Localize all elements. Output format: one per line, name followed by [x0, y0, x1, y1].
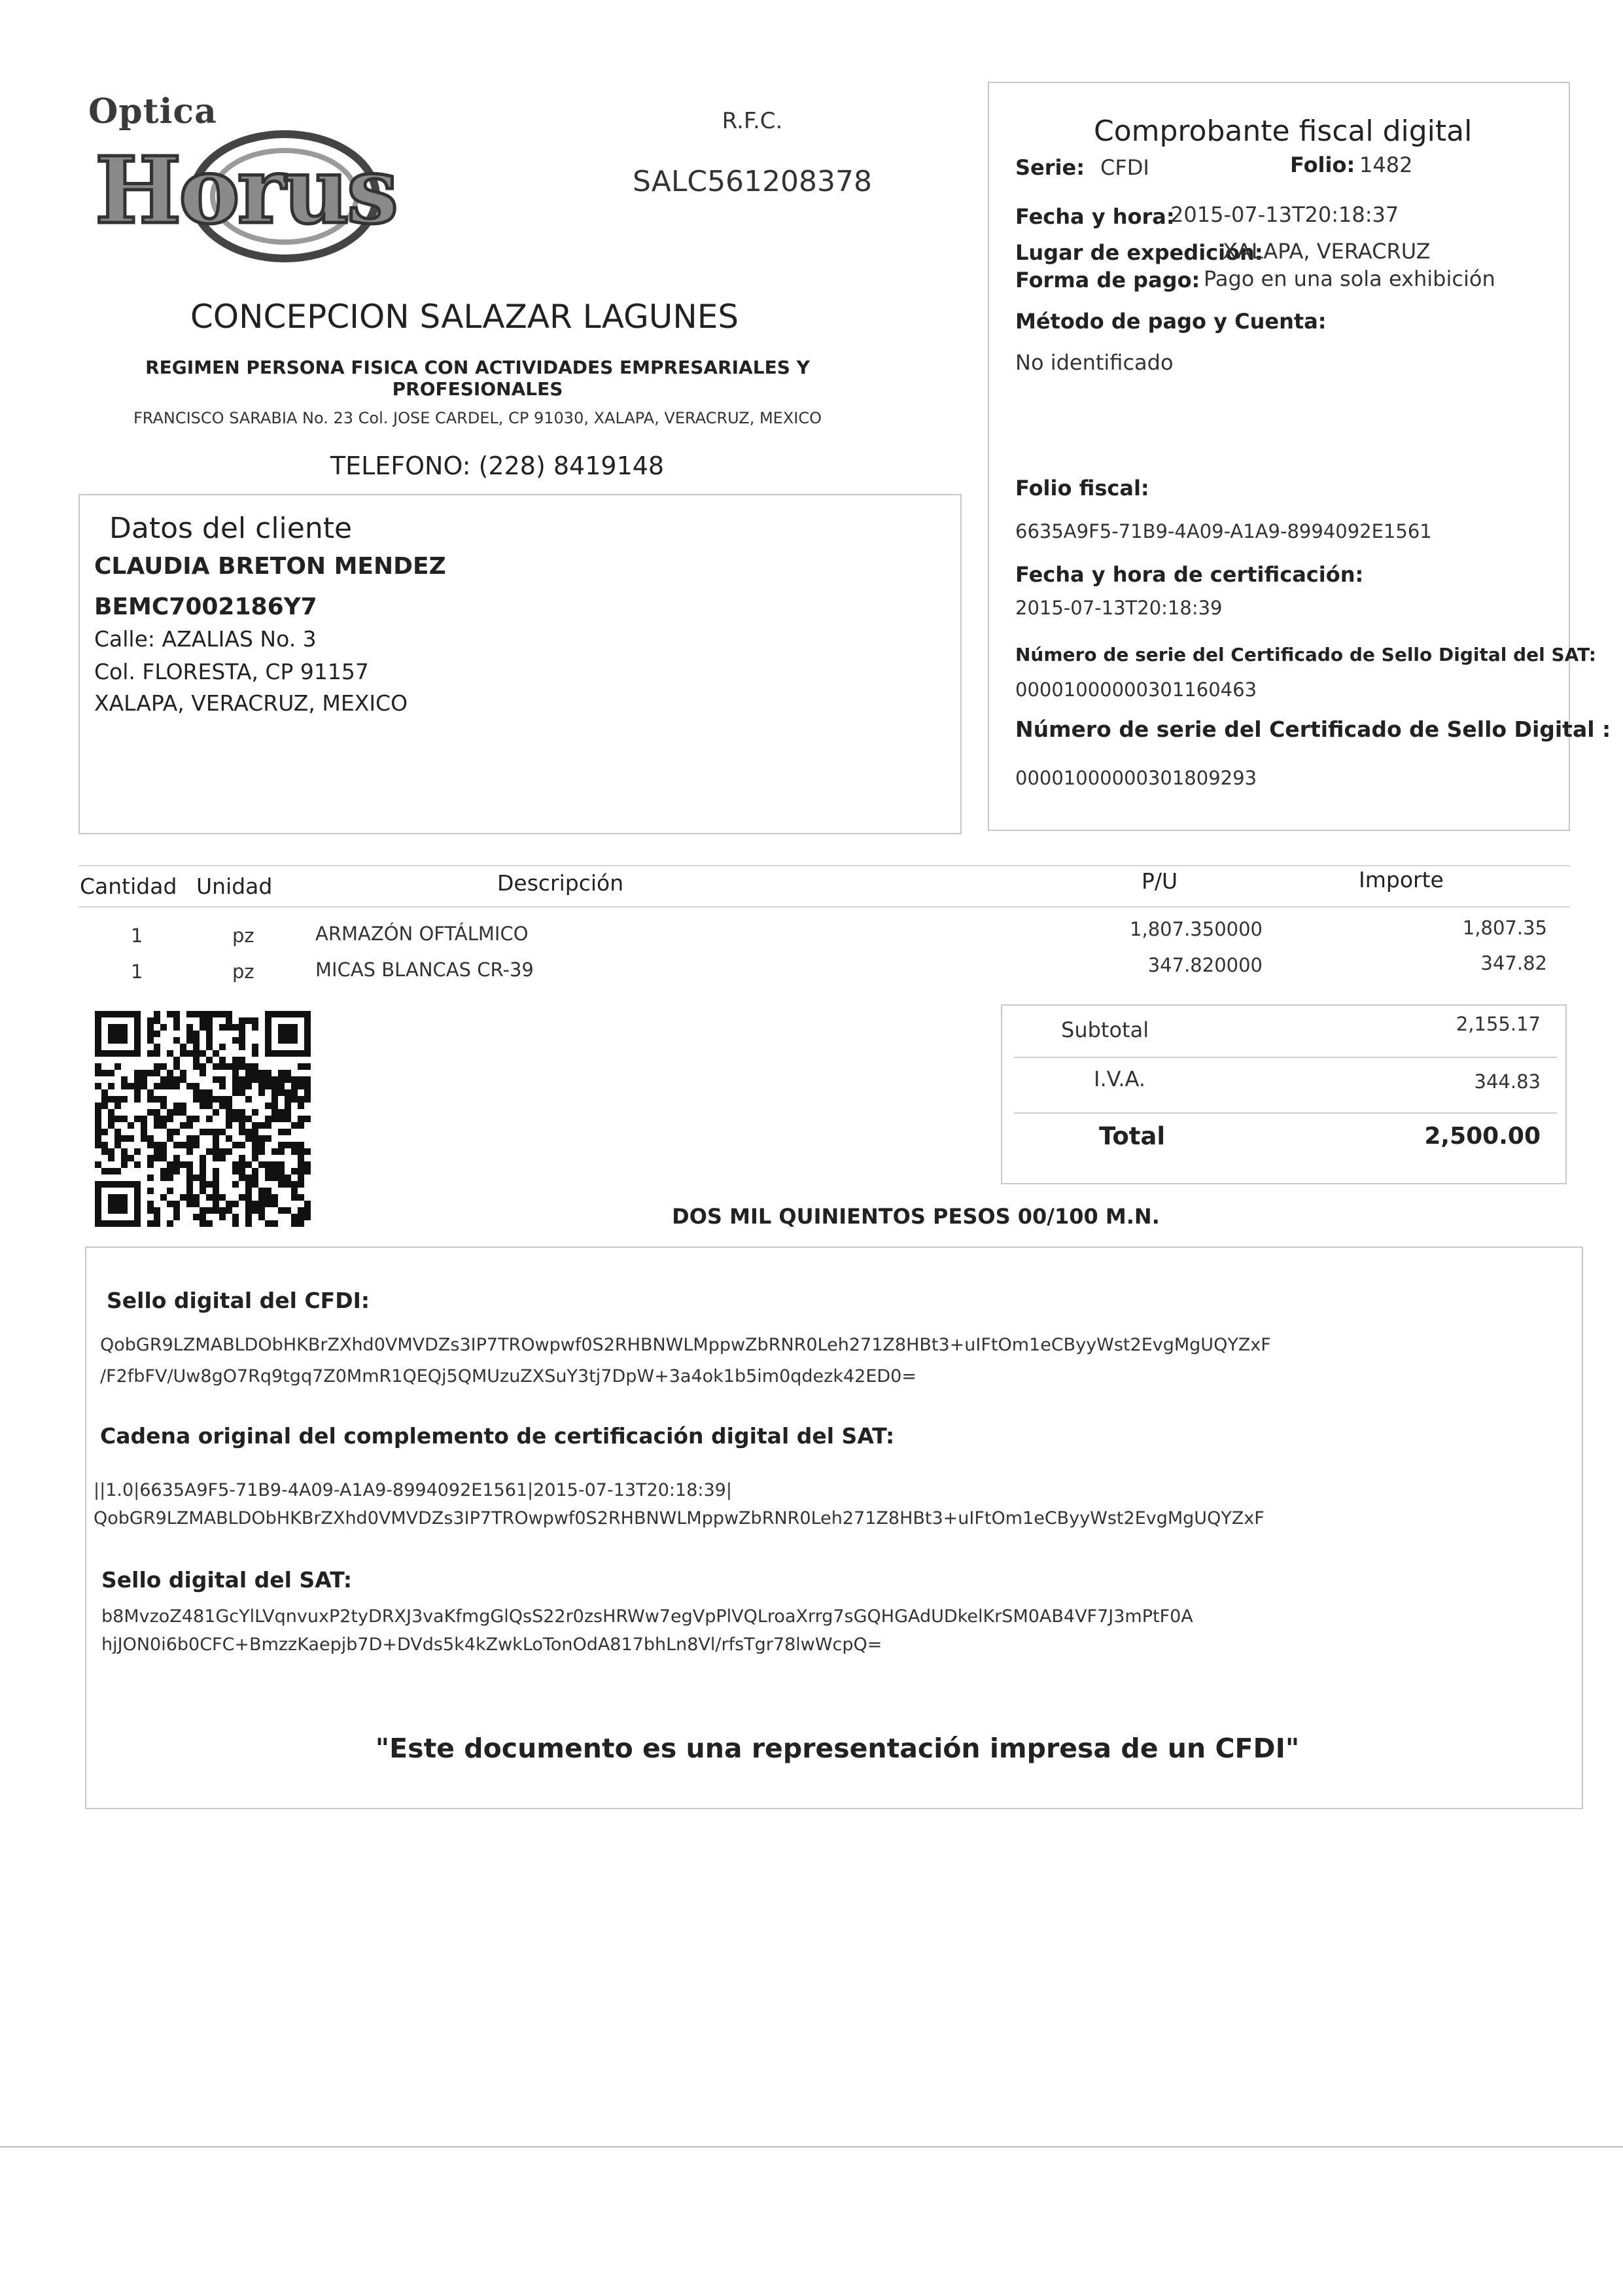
client-name: CLAUDIA BRETON MENDEZ — [94, 553, 446, 580]
total-value: 2,500.00 — [1424, 1123, 1541, 1150]
qr-code-icon — [95, 1011, 311, 1227]
client-rfc: BEMC7002186Y7 — [94, 593, 317, 620]
rfc-label: R.F.C. — [722, 108, 783, 134]
metodo-value: No identificado — [1015, 350, 1174, 375]
logo-main-word: Horus — [95, 137, 396, 245]
client-city: XALAPA, VERACRUZ, MEXICO — [94, 690, 408, 716]
row-amount: 347.82 — [1480, 952, 1547, 974]
cert-label: Número de serie del Certificado de Sello Digital : — [1015, 716, 1611, 742]
cfdi-seal-label: Sello digital del CFDI: — [107, 1288, 370, 1313]
subtotal-value: 2,155.17 — [1456, 1013, 1541, 1035]
emitter-address: FRANCISCO SARABIA No. 23 Col. JOSE CARDEL, CP 91030, XALAPA, VERACRUZ, MEXICO — [133, 409, 822, 427]
row-unit: pz — [232, 961, 254, 983]
iva-label: I.V.A. — [1094, 1067, 1146, 1091]
chain-label: Cadena original del complemento de certificación digital del SAT: — [100, 1423, 895, 1449]
logo-top-word: Optica — [88, 92, 217, 132]
row-qty: 1 — [131, 961, 143, 983]
row-amount: 1,807.35 — [1462, 917, 1547, 939]
client-colony: Col. FLORESTA, CP 91157 — [94, 659, 369, 684]
row-pu: 1,807.350000 — [1130, 918, 1263, 940]
amount-in-words: DOS MIL QUINIENTOS PESOS 00/100 M.N. — [672, 1204, 1160, 1229]
row-desc: MICAS BLANCAS CR-39 — [315, 959, 534, 981]
row-desc: ARMAZÓN OFTÁLMICO — [315, 923, 529, 945]
brand-logo — [75, 92, 442, 268]
total-label: Total — [1099, 1122, 1166, 1150]
client-box — [79, 494, 962, 834]
fiscal-info-box — [988, 82, 1611, 831]
sat-seal-line: hjJON0i6b0CFC+BmzzKaepjb7D+DVds5k4kZwkLoTonOdA817bhLn8Vl/rfsTgr78lwWcpQ= — [101, 1634, 882, 1655]
metodo-label: Método de pago y Cuenta: — [1015, 309, 1327, 334]
cert-value: 00001000000301809293 — [1015, 767, 1257, 789]
lugar-label: Lugar de expedición: — [1015, 240, 1263, 265]
cert-fecha-value: 2015-07-13T20:18:39 — [1015, 597, 1223, 619]
sat-cert-label: Número de serie del Certificado de Sello Digital del SAT: — [1015, 644, 1596, 665]
sat-seal-line: b8MvzoZ481GcYlLVqnvuxP2tyDRXJ3vaKfmgGlQsS22r0zsHRWw7egVpPlVQLroaXrrg7sGQHGAdUDkelKrSM0AB4VF7J3mPtF0A — [101, 1606, 1193, 1627]
col-header-amount: Importe — [1359, 867, 1444, 892]
table-top-rule — [79, 865, 1570, 866]
folio-fiscal-value: 6635A9F5-71B9-4A09-A1A9-8994092E1561 — [1015, 520, 1432, 542]
sat-seal-label: Sello digital del SAT: — [101, 1567, 353, 1593]
totals-rule — [1014, 1057, 1557, 1058]
fiscal-title: Comprobante fiscal digital — [1094, 115, 1473, 148]
folio-label: Folio: — [1290, 152, 1355, 177]
emitter-phone: TELEFONO: (228) 8419148 — [330, 451, 665, 480]
cert-fecha-label: Fecha y hora de certificación: — [1015, 562, 1364, 587]
subtotal-label: Subtotal — [1061, 1017, 1149, 1042]
iva-value: 344.83 — [1474, 1070, 1541, 1093]
folio-value: 1482 — [1359, 152, 1413, 177]
col-header-qty: Cantidad — [80, 874, 177, 899]
totals-rule — [1014, 1112, 1557, 1114]
sat-cert-value: 00001000000301160463 — [1015, 679, 1257, 701]
row-pu: 347.820000 — [1147, 954, 1263, 976]
row-qty: 1 — [131, 925, 143, 947]
fecha-value: 2015-07-13T20:18:37 — [1170, 202, 1399, 227]
cfdi-seal-line: /F2fbFV/Uw8gO7Rq9tgq7Z0MmR1QEQj5QMUzuZXSuY3tj7DpW+3a4ok1b5im0qdezk42ED0= — [100, 1366, 916, 1386]
serie-value: CFDI — [1100, 155, 1149, 180]
row-unit: pz — [232, 925, 254, 947]
cfdi-seal-line: QobGR9LZMABLDObHKBrZXhd0VMVDZs3IP7TROwpwf0S2RHBNWLMppwZbRNR0Leh271Z8HBt3+uIFtOm1eCByyWst2EvgMgUQYZxF — [100, 1335, 1271, 1355]
chain-line: ||1.0|6635A9F5-71B9-4A09-A1A9-8994092E1561|2015-07-13T20:18:39| — [94, 1480, 732, 1500]
chain-line: QobGR9LZMABLDObHKBrZXhd0VMVDZs3IP7TROwpwf0S2RHBNWLMppwZbRNR0Leh271Z8HBt3+uIFtOm1eCByyWst2EvgMgUQYZxF — [94, 1508, 1265, 1528]
table-header-rule — [79, 906, 1570, 908]
folio-fiscal-label: Folio fiscal: — [1015, 476, 1149, 501]
cfdi-representation-note: "Este documento es una representación impresa de un CFDI" — [375, 1733, 1300, 1764]
client-title: Datos del cliente — [109, 512, 353, 545]
col-header-unit: Unidad — [196, 874, 273, 899]
rfc-value: SALC561208378 — [632, 165, 873, 198]
fecha-label: Fecha y hora: — [1015, 204, 1175, 229]
forma-value: Pago en una sola exhibición — [1204, 266, 1495, 291]
forma-label: Forma de pago: — [1015, 268, 1200, 292]
page-bottom-rule — [0, 2146, 1623, 2147]
emitter-regime: REGIMEN PERSONA FISICA CON ACTIVIDADES EMPRESARIALES Y PROFESIONALES — [145, 357, 810, 400]
serie-label: Serie: — [1015, 155, 1085, 180]
col-header-pu: P/U — [1142, 868, 1178, 894]
lugar-value: XALAPA, VERACRUZ — [1223, 239, 1431, 264]
col-header-desc: Descripción — [497, 870, 624, 896]
emitter-name: CONCEPCION SALAZAR LAGUNES — [190, 298, 739, 336]
client-street: Calle: AZALIAS No. 3 — [94, 626, 317, 652]
